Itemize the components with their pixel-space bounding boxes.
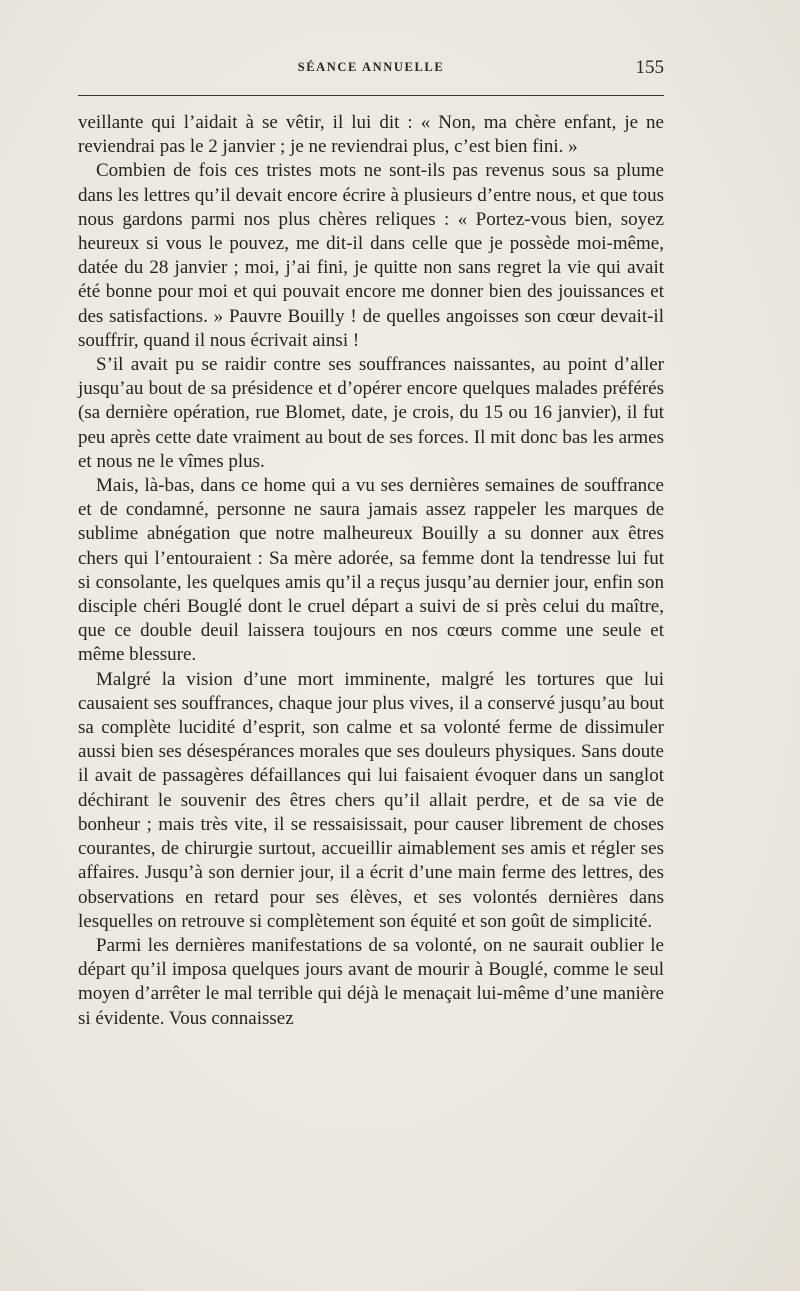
- paragraph-1: veillante qui l’aidait à se vêtir, il lui dit : « Non, ma chère enfant, je ne reviendrai pas le 2 janvier ; je ne reviendrai plus, c’est bien fini. »: [78, 112, 664, 158]
- paragraph-6: Parmi les dernières manifestations de sa volonté, on ne saurait oublier le départ qu’il imposa quelques jours avant de mourir à Bouglé, comme le seul moyen d’arrêter le mal terrible qui déjà le menaçait lui-même d’une manière si évidente. Vous connaissez: [78, 934, 664, 1029]
- paragraph-4: Mais, là-bas, dans ce home qui a vu ses dernières semaines de souffrance et de condamné, personne ne saura jamais assez rappeler les marques de sublime abnégation que notre malheureux Bouilly a su donner aux êtres chers qui l’entouraient : Sa mère adorée, sa femme dont la tendresse lui fut si consolante, les quelques amis qu’il a reçus jusqu’au dernier jour, enfin son disciple chéri Bouglé dont le cruel départ a suivi de si près celui du maître, que ce double deuil laissera toujours en nos cœurs comme une seule et même blessure.: [78, 475, 664, 666]
- page-header: [78, 58, 664, 82]
- running-title: SÉANCE ANNUELLE: [297, 60, 445, 74]
- paragraph-3: S’il avait pu se raidir contre ses souffrances naissantes, au point d’aller jusqu’au bout de sa présidence et d’opérer encore quelques malades préférés (sa dernière opération, rue Blomet, date, je crois, du 15 ou 16 janvier), il fut peu après cette date vraiment au bout de ses forces. Il mit donc bas les armes et nous ne le vîmes plus.: [78, 354, 664, 472]
- paragraph-5: Malgré la vision d’une mort imminente, malgré les tortures que lui causaient ses souffrances, chaque jour plus vives, il a conservé jusqu’au bout sa complète lucidité d’esprit, son calme et sa volonté ferme de dissimuler aussi bien ses désespérances morales que ses douleurs physiques. Sans doute il avait de passagères défaillances qui lui faisaient évoquer dans un sanglot déchirant le souvenir des êtres chers qu’il allait perdre, et de sa vie de bonheur ; mais très vite, il se ressaisissait, pour causer librement de choses courantes, de chirurgie surtout, accueillir aimablement ses amis et régler ses affaires. Jusqu’à son dernier jour, il a écrit d’une main ferme des lettres, des observations en retard pour ses élèves, et ses volontés dernières dans lesquelles on retrouve si complètement son équité et son goût de simplicité.: [78, 668, 664, 932]
- body-text: [78, 111, 664, 1031]
- paragraph-2: Combien de fois ces tristes mots ne sont-ils pas revenus sous sa plume dans les lettres qu’il devait encore écrire à plusieurs d’entre nous, et que tous nous gardons parmi nos plus chères reliques : « Portez-vous bien, soyez heureux si vous le pouvez, me dit-il dans celle que je possède moi-même, datée du 28 janvier ; moi, j’ai fini, je quitte non sans regret la vie qui avait été bonne pour moi et qui pouvait encore me donner bien des jouissances et des satisfactions. » Pauvre Bouilly ! de quelles angoisses son cœur devait-il souffrir, quand il nous écrivait ainsi !: [78, 160, 664, 351]
- page-number: 155: [635, 57, 664, 78]
- header-rule: [78, 95, 664, 96]
